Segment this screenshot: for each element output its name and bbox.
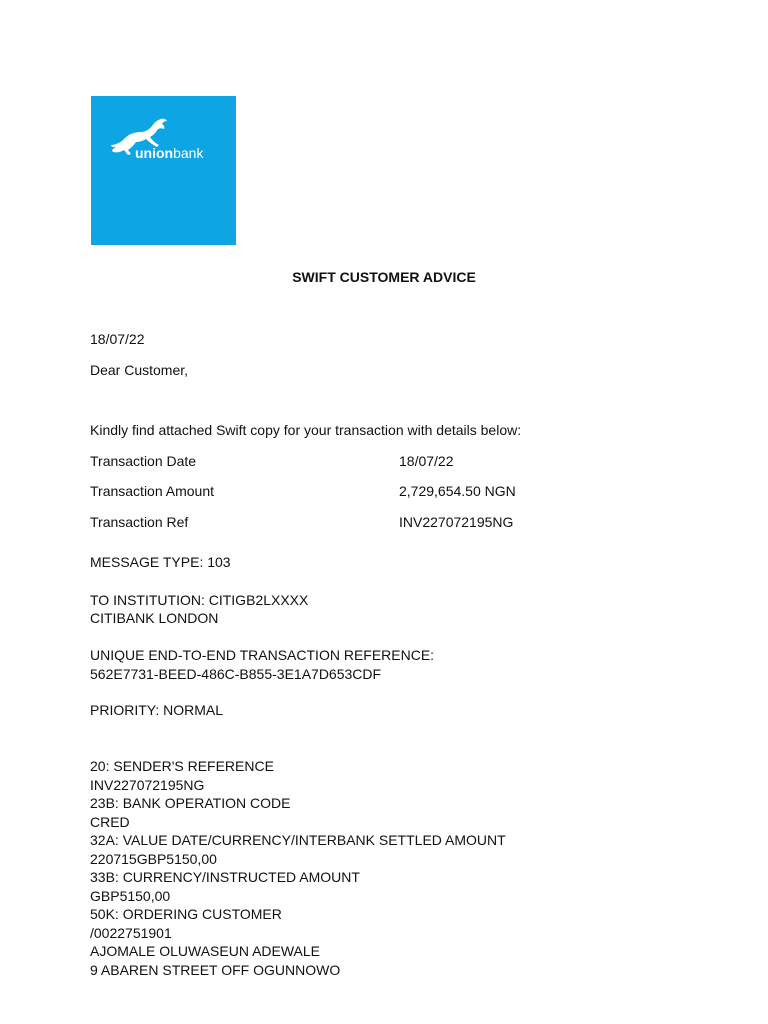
detail-value-ref: INV227072195NG <box>399 514 514 530</box>
priority: PRIORITY: NORMAL <box>90 702 224 718</box>
swift-field-line: 33B: CURRENCY/INSTRUCTED AMOUNT <box>90 869 360 885</box>
detail-label-ref: Transaction Ref <box>90 514 189 530</box>
swift-field-line: 220715GBP5150,00 <box>90 850 217 867</box>
document-date: 18/07/22 <box>90 331 145 347</box>
swift-field-line: 32A: VALUE DATE/CURRENCY/INTERBANK SETTLED AMOUNT <box>90 832 506 848</box>
bank-logo <box>91 96 236 245</box>
detail-label-date: Transaction Date <box>90 453 197 469</box>
institution-line-2: CITIBANK LONDON <box>90 610 219 626</box>
swift-field-line: 9 ABAREN STREET OFF OGUNNOWO <box>90 961 341 978</box>
swift-field-line: 23B: BANK OPERATION CODE <box>90 795 291 811</box>
swift-field-line: /0022751901 <box>90 924 172 941</box>
document-title: SWIFT CUSTOMER ADVICE <box>292 269 476 285</box>
detail-value-date: 18/07/22 <box>399 453 454 469</box>
swift-field-line: INV227072195NG <box>90 776 205 793</box>
swift-field-line: CRED <box>90 813 130 830</box>
swift-field-line: 50K: ORDERING CUSTOMER <box>90 906 282 922</box>
unique-ref-label: UNIQUE END-TO-END TRANSACTION REFERENCE: <box>90 647 435 663</box>
detail-label-amount: Transaction Amount <box>90 483 214 499</box>
unique-ref-value: 562E7731-BEED-486C-B855-3E1A7D653CDF <box>90 666 382 682</box>
detail-value-amount: 2,729,654.50 NGN <box>399 483 516 499</box>
swift-fields <box>90 757 506 979</box>
greeting: Dear Customer, <box>90 362 189 378</box>
swift-field-line: 20: SENDER'S REFERENCE <box>90 758 274 774</box>
intro-text: Kindly find attached Swift copy for your transaction with details below: <box>90 422 522 438</box>
logo-wordmark: unionbank <box>135 145 204 161</box>
swift-field-line: AJOMALE OLUWASEUN ADEWALE <box>90 943 321 959</box>
message-type: MESSAGE TYPE: 103 <box>90 554 231 570</box>
institution-line-1: TO INSTITUTION: CITIGB2LXXXX <box>90 592 309 608</box>
swift-field-line: GBP5150,00 <box>90 887 171 904</box>
